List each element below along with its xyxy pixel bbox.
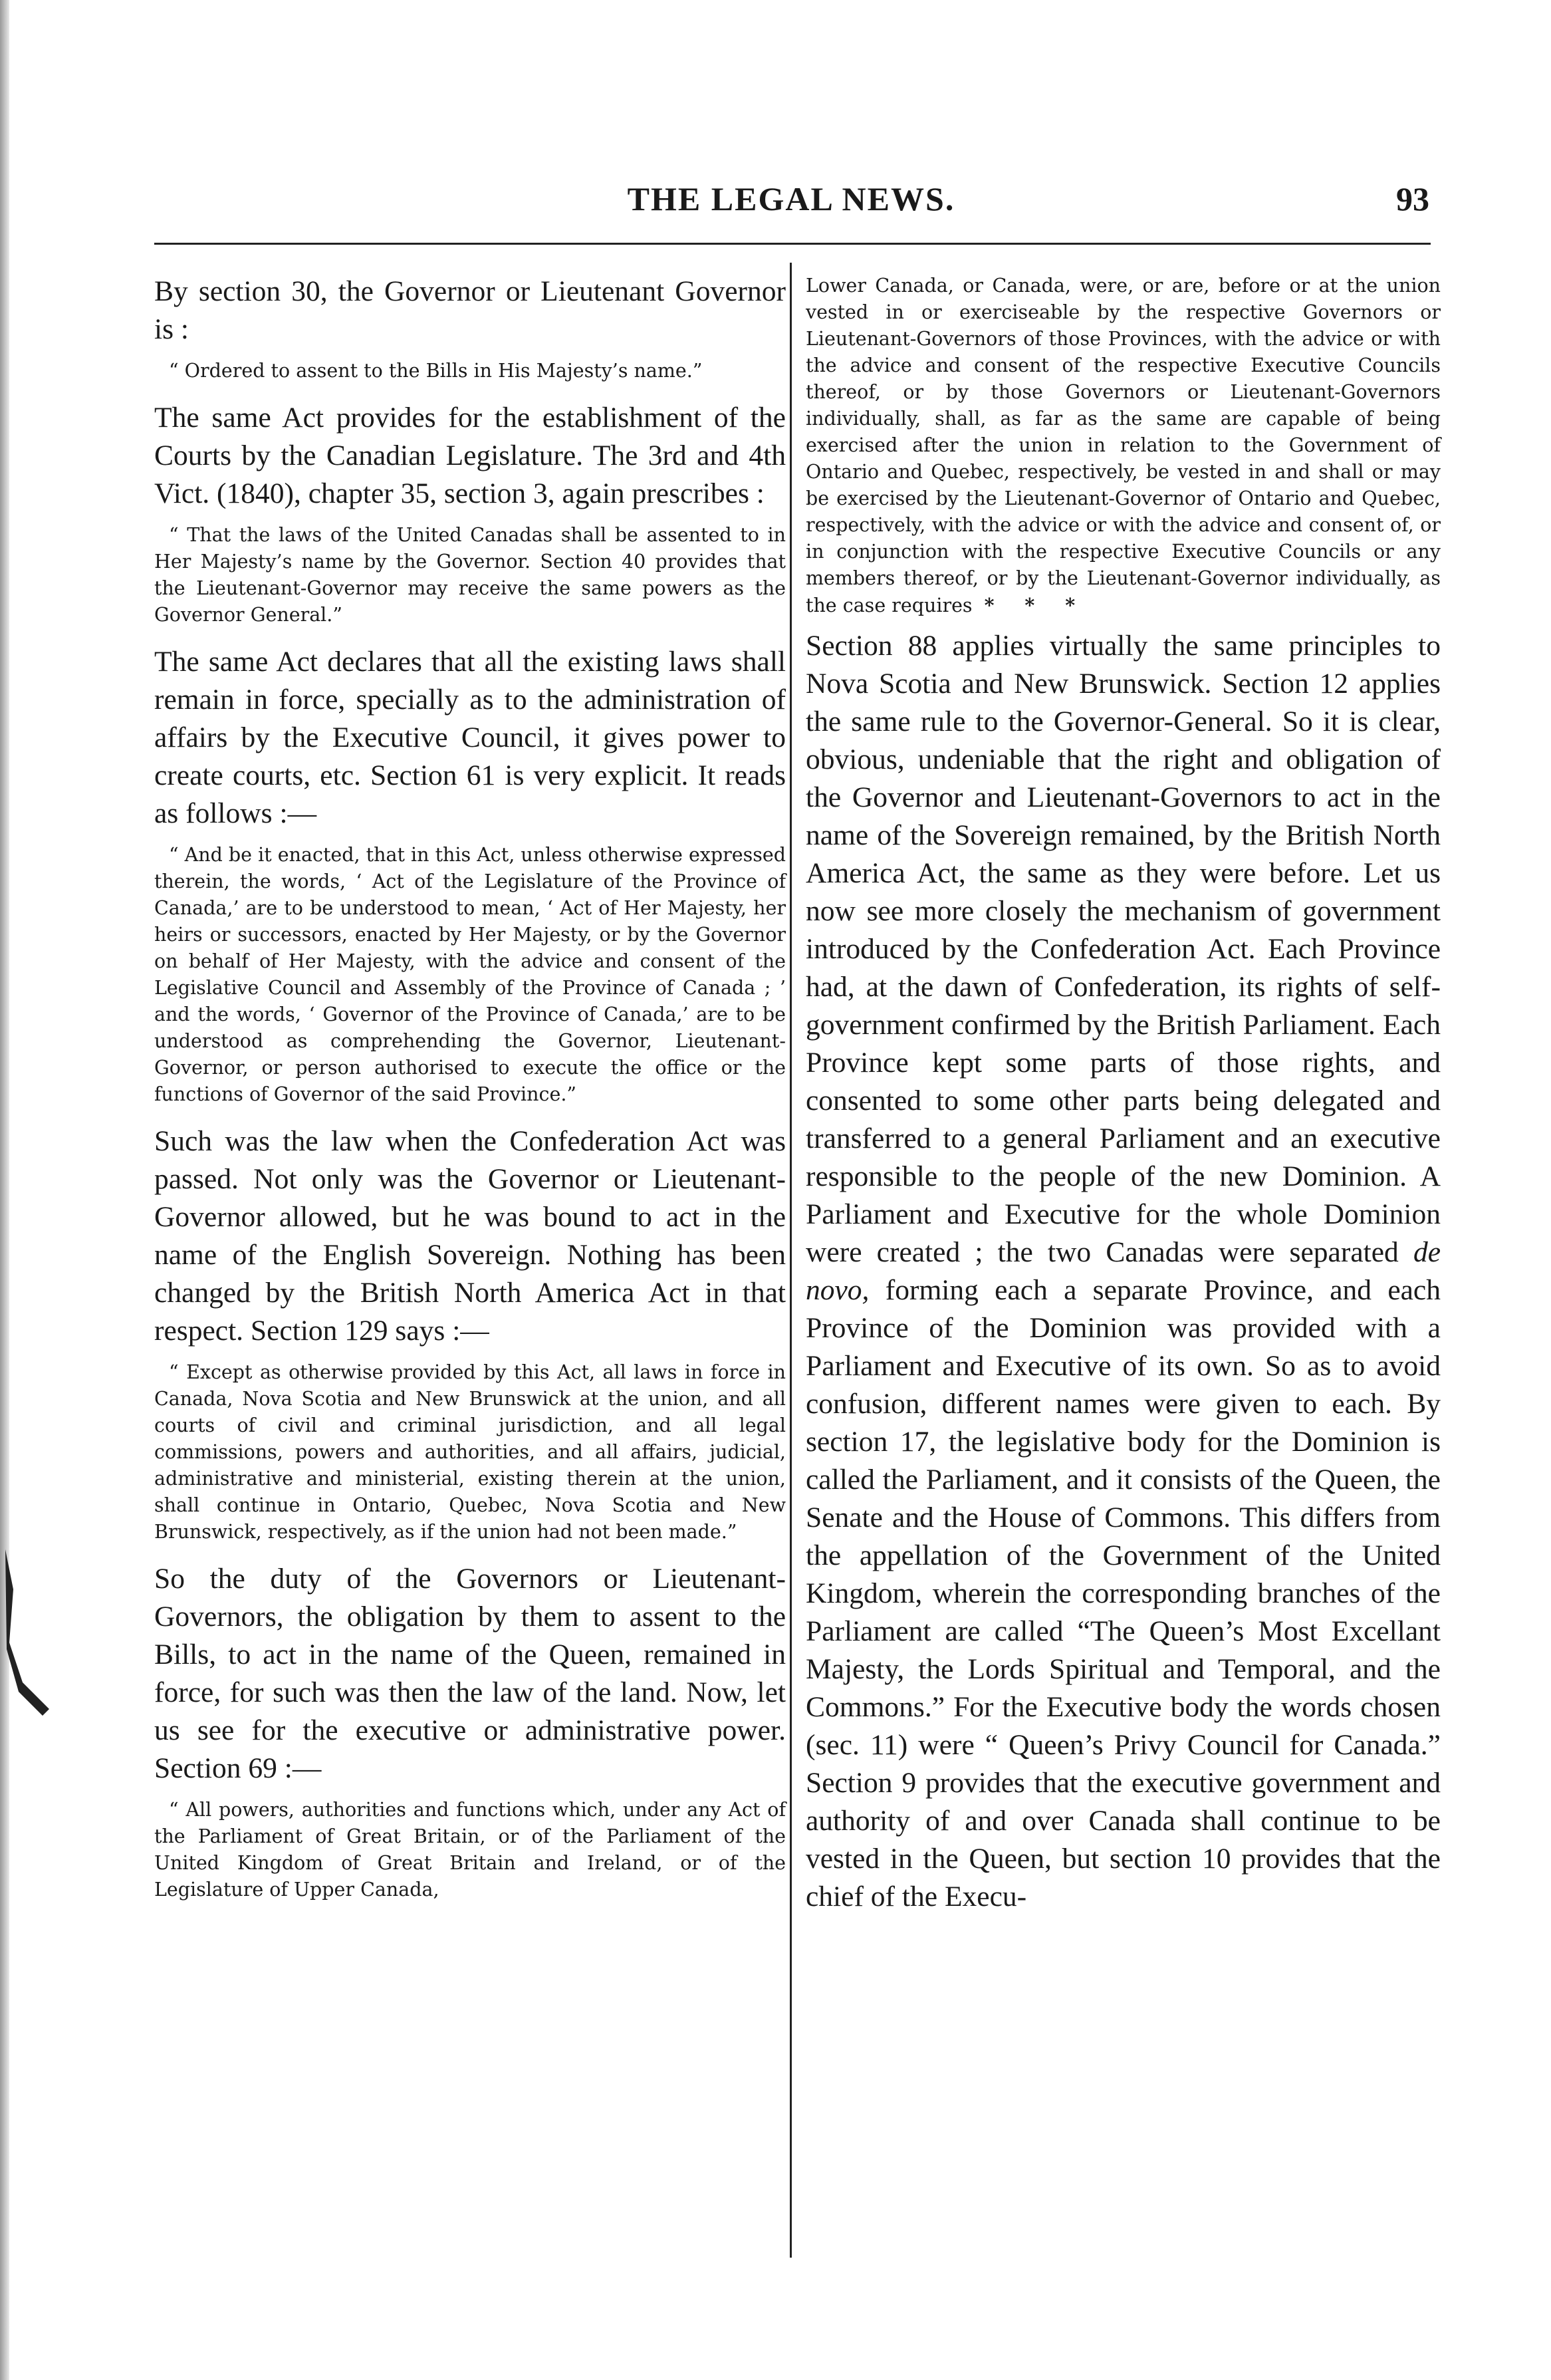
paragraph-text: Section 88 applies virtually the same principles to Nova Scotia and New Brunswick. Section 12 applies the same rule to the Governor-General. So it is clear, obvious, undeniable that the right and obligation of the Governor and Lieutenant-Governors to act in the name of the Sovereign remained, by the British North America Act, the same as they were before. Let us now see more closely the mechanism of government introduced by the Confederation Act. Each Province had, at the dawn of Confederation, its rights of self-government confirmed by the British Parliament. Each Province kept some parts of those rights, and consented to some other parts being delegated and transferred to a general Parliament and an executive responsible to the people of the new Dominion. A Parliament and Executive for the whole Dominion were created ; the two Canadas were separated [806,630,1441,1268]
body-paragraph: The same Act provides for the establishment of the Courts by the Canadian Legislature. The 3rd and 4th Vict. (1840), chapter 35, section 3, again prescribes : [154,402,786,509]
page-binding-edge [0,0,9,2380]
italic-phrase: de novo, [806,1236,1441,1306]
running-title: THE LEGAL NEWS. [627,180,955,217]
block-quote: “ All powers, authorities and functions which, under any Act of the Parliament of Great Britain, or of the Parliament of the United Kingdom of Great Britain and Ireland, or of the Legislature of Upper Canada, [154,1799,786,1901]
body-paragraph [806,627,1441,1916]
right-column [806,273,1441,1925]
quote-text: Lower Canada, or Canada, were, or are, before or at the union vested in or exerciseable by the respective Governors or Lieutenant-Governors of those Provinces, with the advice or with the advice and consent of the respective Executive Councils thereof, or by those Governors or Lieutenant-Governors individually, shall, as far as the same are capable of being exercised after the union in relation to the Government of Ontario and Quebec, respectively, be vested in and shall or may be exercised by the Lieutenant-Governor of Ontario and Quebec, respectively, with the advice or with the advice and consent of, or in conjunction with the respective Executive Councils or any members thereof, or by the Lieutenant-Governor individually, as the case requires [806,275,1441,616]
column-divider [790,263,792,2258]
block-quote: “ Ordered to assent to the Bills in His Majesty’s name.” [169,360,703,382]
body-paragraph: Such was the law when the Confederation Act was passed. Not only was the Governor or Lieutenant-Governor allowed, but he was bound to act in the name of the English Sovereign. Nothing has been changed by the British North America Act in that respect. Section 129 says :— [154,1125,786,1347]
block-quote: “ Except as otherwise provided by this Act, all laws in force in Canada, Nova Scotia and New Brunswick at the union, and all courts of civil and criminal jurisdiction, and all legal commissions, powers and authorities, and all affairs, judicial, administrative and ministerial, existing therein at the union, shall continue in Ontario, Quebec, Nova Scotia and New Brunswick, respectively, as if the union had not been made.” [154,1361,786,1543]
paragraph-text: forming each a separate Province, and each Province of the Dominion was provided with a Parliament and Executive of its own. So as to avoid confusion, different names were given to each. By section 17, the legislative body for the Dominion is called the Parliament, and it consists of the Queen, the Senate and the House of Commons. This differs from the appellation of the Government of the United Kingdom, wherein the corresponding branches of the Parliament are called “The Queen’s Most Excellant Majesty, the Lords Spiritual and Temporal, and the Commons.” For the Executive body the words chosen (sec. 11) were “ Queen’s Privy Council for Canada.” Section 9 provides that the executive government and authority of and over Canada shall continue to be vested in the Queen, but section 10 provides that the chief of the Execu- [806,1274,1441,1913]
page-header [153,180,1429,226]
body-paragraph: The same Act declares that all the existing laws shall remain in force, specially as to the administration of affairs by the Executive Council, it gives power to create courts, etc. Section 61 is very explicit. It reads as follows :— [154,646,786,829]
page-number: 93 [1396,180,1429,217]
left-column [154,273,786,1918]
body-paragraph: By section 30, the Governor or Lieutenant Governor is : [154,275,786,345]
binding-mark [3,1549,56,1722]
body-paragraph: So the duty of the Governors or Lieutenant-Governors, the obligation by them to assent to the Bills, to act in the name of the Queen, remained in force, for such was then the law of the land. Now, let us see for the executive or administrative power. Section 69 :— [154,1563,786,1784]
block-quote-continued [806,273,1441,619]
header-rule [154,243,1431,245]
ellipsis-stars: * * * [984,594,1088,616]
block-quote: “ And be it enacted, that in this Act, unless otherwise expressed therein, the words, ‘ Act of the Legislature of the Province of Canada,’ are to be understood to mean, ‘ Act of Her Majesty, her heirs or successors, enacted by Her Majesty, or by the Governor on behalf of Her Majesty, with the advice and consent of the Legislative Council and Assembly of the Province of Canada ; ’ and the words, ‘ Governor of the Province of Canada,’ are to be understood as comprehending the Governor, Lieutenant-Governor, or person authorised to execute the office or the functions of Governor of the said Province.” [154,844,786,1105]
block-quote: “ That the laws of the United Canadas shall be assented to in Her Majesty’s name by the Governor. Section 40 provides that the Lieutenant-Governor may receive the same powers as the Governor General.” [154,524,786,626]
